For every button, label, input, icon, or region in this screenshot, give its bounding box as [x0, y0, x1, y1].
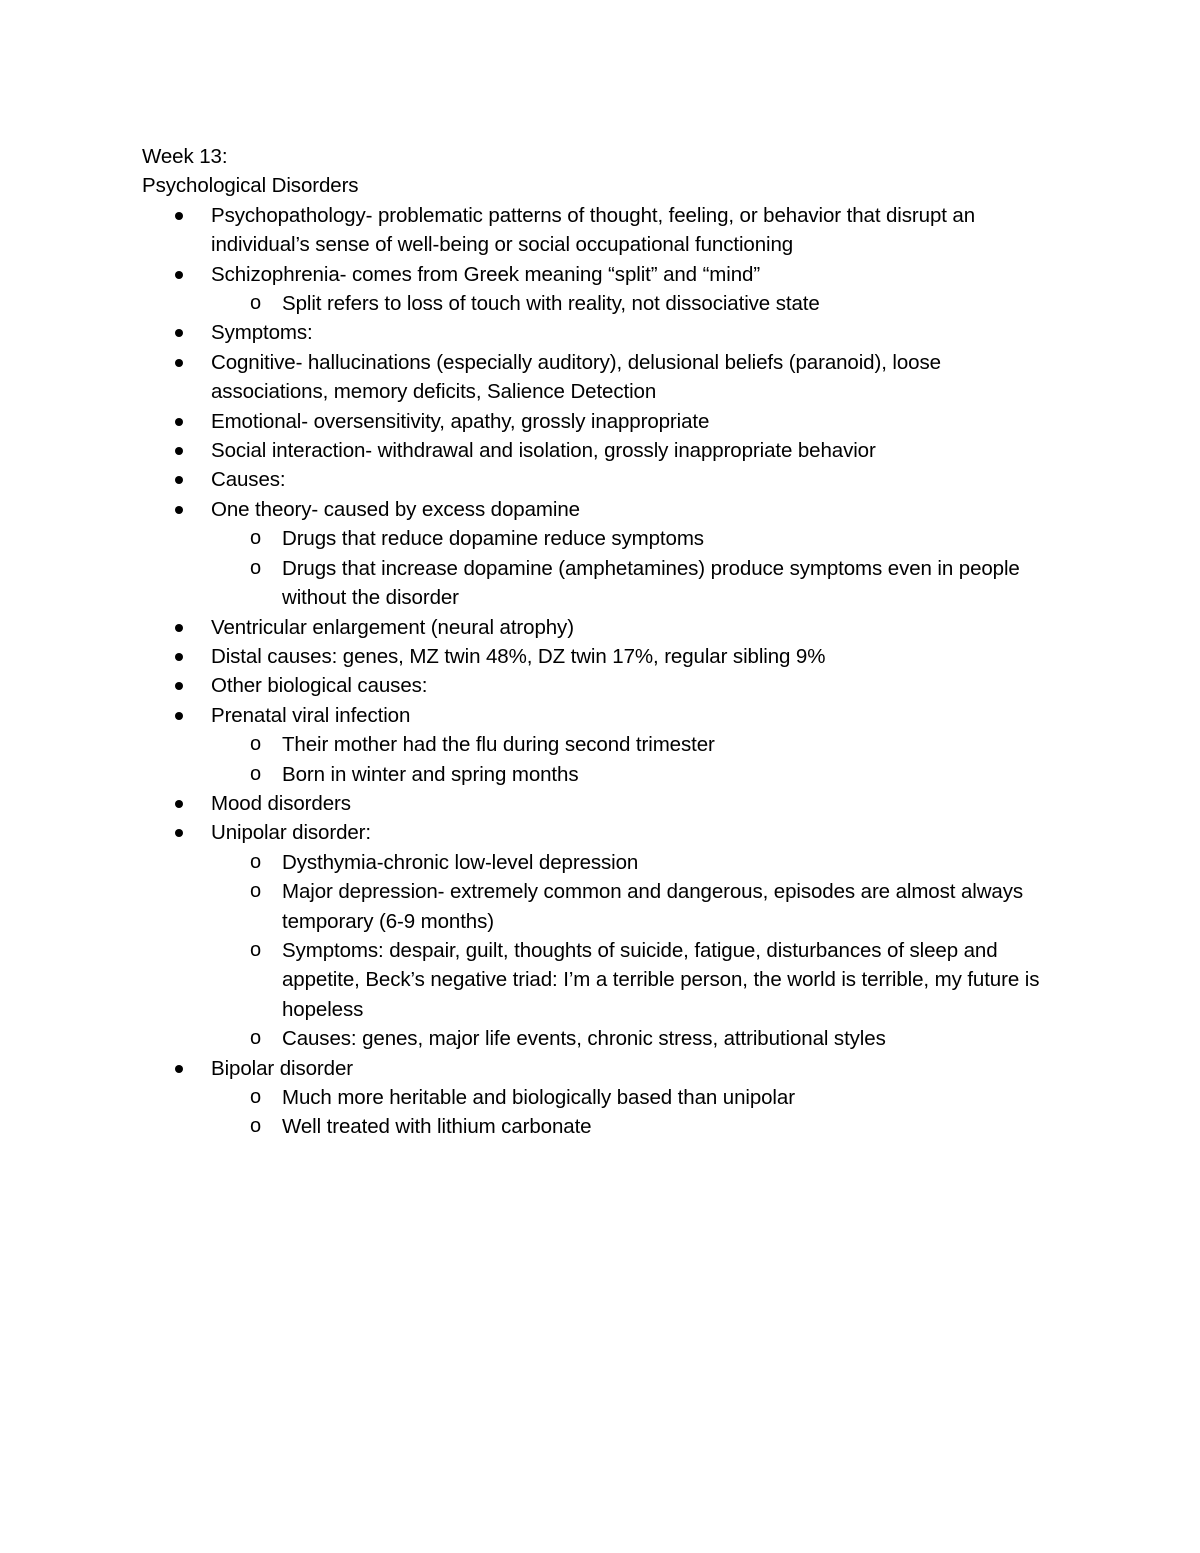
- list-item-text: Causes:: [211, 468, 286, 492]
- hollow-bullet-icon: o: [250, 733, 262, 756]
- sub-list-item: [211, 936, 1062, 1024]
- list-item-text: Bipolar disorder: [211, 1056, 353, 1080]
- list-item: [142, 495, 1062, 613]
- list-item: [142, 318, 1062, 347]
- list-item-text: Cognitive- hallucinations (especially auditory), delusional beliefs (paranoid), loose associations, memory deficits, Salience Detection: [211, 350, 941, 404]
- list-item-text: Other biological causes:: [211, 674, 428, 698]
- bullet-icon: [175, 359, 183, 367]
- hollow-bullet-icon: o: [250, 762, 262, 785]
- sub-list-item-text: Causes: genes, major life events, chronic stress, attributional styles: [282, 1027, 886, 1051]
- list-item-text: Symptoms:: [211, 321, 313, 345]
- sub-list-item: [211, 289, 1062, 318]
- bullet-icon: [175, 476, 183, 484]
- list-item-text: Social interaction- withdrawal and isolation, grossly inappropriate behavior: [211, 439, 876, 463]
- bullet-icon: [175, 800, 183, 808]
- sub-list-item: [211, 848, 1062, 877]
- bullet-icon: [175, 447, 183, 455]
- list-item-text: Unipolar disorder:: [211, 821, 371, 845]
- bullet-icon: [175, 653, 183, 661]
- sub-list-item-text: Split refers to loss of touch with reality, not dissociative state: [282, 292, 820, 316]
- sub-list-item: [211, 1024, 1062, 1053]
- hollow-bullet-icon: o: [250, 556, 262, 579]
- sub-list: [211, 1083, 1062, 1142]
- list-item: [142, 436, 1062, 465]
- bullet-icon: [175, 682, 183, 690]
- sub-list-item: [211, 760, 1062, 789]
- list-item-text: Emotional- oversensitivity, apathy, grossly inappropriate: [211, 409, 710, 433]
- hollow-bullet-icon: o: [250, 292, 262, 315]
- bullet-icon: [175, 829, 183, 837]
- sub-list: [211, 524, 1062, 612]
- sub-list-item-text: Well treated with lithium carbonate: [282, 1115, 592, 1139]
- sub-list-item-text: Dysthymia-chronic low-level depression: [282, 850, 639, 874]
- week-heading: Week 13:: [142, 145, 228, 168]
- hollow-bullet-icon: o: [250, 527, 262, 550]
- list-item-text: Prenatal viral infection: [211, 703, 411, 727]
- sub-list-item: [211, 1112, 1062, 1141]
- hollow-bullet-icon: o: [250, 1027, 262, 1050]
- document-body: [142, 142, 1062, 1142]
- sub-list-item-text: Their mother had the flu during second trimester: [282, 733, 715, 757]
- bullet-icon: [175, 271, 183, 279]
- list-item: [142, 465, 1062, 494]
- sub-list-item: [211, 877, 1062, 936]
- bullet-icon: [175, 506, 183, 514]
- hollow-bullet-icon: o: [250, 880, 262, 903]
- sub-list-item: [211, 524, 1062, 553]
- sub-list-item: [211, 1083, 1062, 1112]
- sub-list-item-text: Drugs that reduce dopamine reduce symptoms: [282, 527, 704, 551]
- list-item-text: Distal causes: genes, MZ twin 48%, DZ twin 17%, regular sibling 9%: [211, 644, 826, 668]
- sub-list-item-text: Symptoms: despair, guilt, thoughts of suicide, fatigue, disturbances of sleep and appetite, Beck’s negative triad: I’m a terrible person, the world is terrible, my future is hopeless: [282, 938, 1040, 1021]
- sub-list-item: [211, 730, 1062, 759]
- list-item: [142, 407, 1062, 436]
- list-item: [142, 642, 1062, 671]
- bullet-icon: [175, 624, 183, 632]
- bullet-list: [142, 201, 1062, 1142]
- sub-list-item-text: Major depression- extremely common and dangerous, episodes are almost always temporary (6-9 months): [282, 880, 1024, 933]
- list-item: [142, 818, 1062, 1053]
- list-item: [142, 701, 1062, 789]
- list-item: [142, 671, 1062, 700]
- list-item: [142, 201, 1062, 260]
- list-item: [142, 613, 1062, 642]
- list-item: [142, 789, 1062, 818]
- page-title: Psychological Disorders: [142, 174, 359, 198]
- list-item-text: One theory- caused by excess dopamine: [211, 497, 580, 521]
- list-item: [142, 1054, 1062, 1142]
- list-item-text: Ventricular enlargement (neural atrophy): [211, 615, 574, 639]
- hollow-bullet-icon: o: [250, 850, 262, 873]
- bullet-icon: [175, 712, 183, 720]
- hollow-bullet-icon: o: [250, 938, 262, 961]
- sub-list: [211, 289, 1062, 318]
- bullet-icon: [175, 1065, 183, 1073]
- sub-list: [211, 848, 1062, 1054]
- list-item-text: Schizophrenia- comes from Greek meaning “split” and “mind”: [211, 262, 761, 286]
- sub-list-item-text: Born in winter and spring months: [282, 762, 579, 786]
- bullet-icon: [175, 329, 183, 337]
- hollow-bullet-icon: o: [250, 1115, 262, 1138]
- sub-list-item: [211, 554, 1062, 613]
- sub-list-item-text: Much more heritable and biologically based than unipolar: [282, 1086, 795, 1109]
- list-item: [142, 348, 1062, 407]
- hollow-bullet-icon: o: [250, 1086, 262, 1108]
- sub-list: [211, 730, 1062, 789]
- list-item-text: Psychopathology- problematic patterns of thought, feeling, or behavior that disrupt an individual’s sense of well-being or social occupational functioning: [211, 203, 976, 257]
- list-item-text: Mood disorders: [211, 791, 351, 815]
- sub-list-item-text: Drugs that increase dopamine (amphetamines) produce symptoms even in people without the disorder: [282, 556, 1020, 610]
- bullet-icon: [175, 212, 183, 220]
- bullet-icon: [175, 418, 183, 426]
- list-item: [142, 260, 1062, 319]
